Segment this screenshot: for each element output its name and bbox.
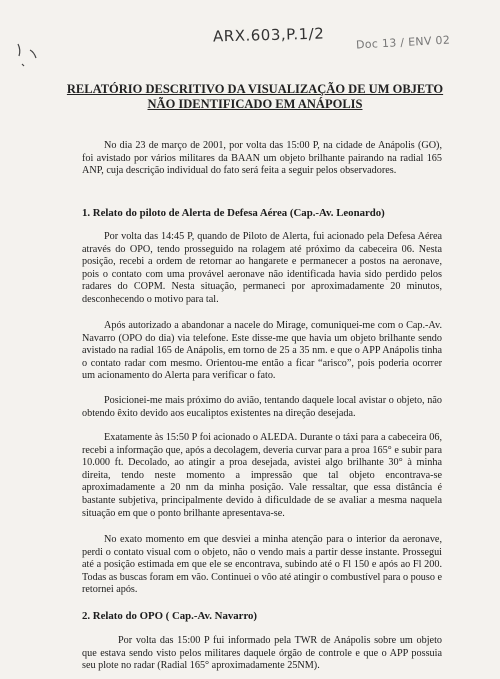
handwritten-mark xyxy=(8,36,48,76)
section-2-paragraph: Por volta das 15:00 P fui informado pela TWR de Anápolis sobre um objeto que estava sendo visto pelos militares daquele órgão de controle e que o APP possuia seu plote no radar (Radial 165° aproximadamente 25NM). xyxy=(82,635,442,672)
intro-paragraph: No dia 23 de março de 2001, por volta das 15:00 P, na cidade de Anápolis (GO), foi avistado por vários militares da BAAN um objeto brilhante pairando na radial 165 ANP, cuja descrição individual do fato será feita a seguir pelos observadores. xyxy=(82,140,442,177)
section-1-paragraph-2: Após autorizado a abandonar a nacele do Mirage, comuniquei-me com o Cap.-Av. Navarro (OPO do dia) via telefone. Este disse-me que havia um objeto brilhante sendo avistado na radial 165 de Anápolis, em torno de 25 a 35 nm. e que o APP Anápolis tinha o contato radar com mesmo. Orientou-me então a ficar “arisco”, pois poderia ocorrer um acionamento do Alerta para verificar o fato. xyxy=(82,320,442,382)
section-1-heading: 1. Relato do piloto de Alerta de Defesa Aérea (Cap.-Av. Leonardo) xyxy=(82,207,385,219)
archive-reference: ARX.603,P.1/2 xyxy=(212,24,325,46)
title-line-2: NÃO IDENTIFICADO EM ANÁPOLIS xyxy=(147,97,363,111)
section-1-paragraph-3: Posicionei-me mais próximo do avião, tentando daquele local avistar o objeto, não obtendo êxito devido aos eucaliptos existentes na direção desejada. xyxy=(82,395,442,419)
document-reference: Doc 13 / ENV 02 xyxy=(355,33,451,52)
section-2-heading: 2. Relato do OPO ( Cap.-Av. Navarro) xyxy=(82,610,258,622)
section-1-paragraph-5: No exato momento em que desviei a minha atenção para o interior da aeronave, perdi o contato visual com o objeto, não o vendo mais a partir desse instante. Prossegui até a posição estimada em que ele se encontrava, subindo até o Fl 150 e após ao Fl 200. Todas as buscas foram em vão. Continuei o vôo até atingir o combustível para o pouso e retornei após. xyxy=(82,534,443,596)
section-1-paragraph-4: Exatamente às 15:50 P foi acionado o ALEDA. Durante o táxi para a cabeceira 06, recebi a informação que, após a decolagem, deveria curvar para a proa 165° e subir para 10.000 ft. Decolado, ao atingir a proa desejada, avistei algo brilhante 30° à minha direita, tendo neste momento a impressão que tal objeto encontrava-se aproximadamente a 20 nm da minha posição. Vale ressaltar, que essa distância é bastante subjetiva, principalmente devido à dificuldade de se avaliar a mesma naquela situação em que o ponto brilhante apresentava-se. xyxy=(82,432,442,519)
section-1-paragraph-1: Por volta das 14:45 P, quando de Piloto de Alerta, fui acionado pela Defesa Aérea através do OPO, tendo prosseguido na rolagem até próximo da cabeceira 06. Nesta posição, recebi a ordem de retornar ao hangarete e permanecer a postos na aeronave, pois o contato com uma provável aeronave não identificada havia sido perdido pelos radares do COPM. Nesta situação, permaneci por aproximadamente 20 minutos, desconhecendo o motivo para tal. xyxy=(82,231,442,305)
title-line-1: RELATÓRIO DESCRITIVO DA VISUALIZAÇÃO DE UM OBJETO xyxy=(66,82,444,96)
document-title xyxy=(40,82,470,112)
